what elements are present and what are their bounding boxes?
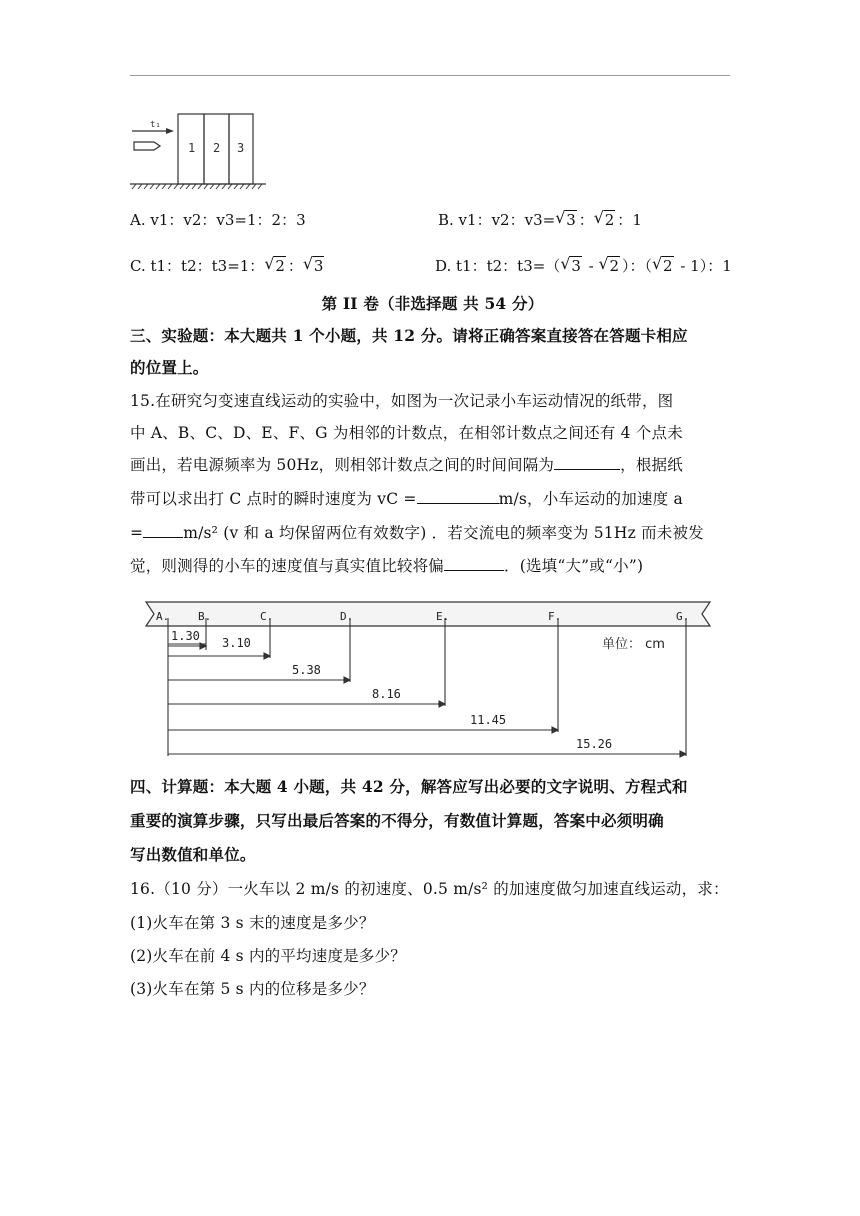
tape-strip — [146, 602, 710, 626]
q15-line3 — [130, 450, 735, 480]
q15-line6 — [130, 551, 735, 581]
q15-line5-a: = — [130, 524, 144, 542]
q15-line6-a: 觉，则测得的小车的速度值与真实值比较将偏 — [130, 557, 445, 575]
option-d-r1: 3 — [571, 257, 581, 275]
sqrt-3-d: √ 3 — [560, 254, 581, 275]
section3-line2: 的位置上。 — [130, 358, 209, 377]
sqrt-2-d2: √ 2 — [652, 254, 673, 275]
option-d-prefix: D. t1：t2：t3=（ — [435, 257, 561, 275]
option-c-r1: 2 — [275, 257, 285, 275]
answer-blank-accel[interactable] — [143, 521, 183, 538]
tape-point-d: D. — [340, 610, 354, 623]
option-d-mid2: ）：（ — [622, 257, 653, 275]
tape-distance-ab: 1.30 — [171, 629, 200, 643]
arrow-label: t₁ — [150, 120, 161, 130]
paper-tape-figure — [140, 598, 720, 760]
tape-distance-ad: 5.38 — [292, 663, 321, 677]
section3-line1: 三、实验题：本大题共 1 个小题，共 12 分。请将正确答案直接答在答题卡相应 — [130, 326, 688, 345]
option-b-prefix: B. v1：v2：v3= — [438, 211, 556, 229]
answer-blank-vc[interactable] — [417, 487, 499, 504]
q16-line1: 16.（10 分）一火车以 2 m/s 的初速度、0.5 m/s² 的加速度做匀加速直线运动，求： — [130, 880, 729, 898]
answer-blank-bias[interactable] — [444, 554, 504, 571]
q15-line5 — [130, 518, 735, 548]
block-label-2: 2 — [213, 141, 221, 155]
q16-part2: (2)火车在前 4 s 内的平均速度是多少？ — [130, 947, 406, 965]
bullet-icon — [134, 142, 160, 150]
option-d-mid1: - — [583, 257, 599, 275]
tape-distance-af: 11.45 — [470, 713, 507, 727]
tape-distance-ag: 15.26 — [576, 737, 613, 751]
option-c: C. t1：t2：t3=1： √ 2 ： √ 3 — [130, 254, 324, 275]
tape-distance-ac: 3.10 — [222, 636, 251, 650]
option-b-suffix: 1 — [632, 211, 642, 229]
tape-point-c: C. — [260, 610, 274, 623]
header-rule — [130, 75, 730, 76]
q15-line2: 中 A、B、C、D、E、F、G 为相邻的计数点，在相邻计数点之间还有 4 个点未 — [130, 424, 683, 442]
section4-line3: 写出数值和单位。 — [130, 845, 256, 864]
sqrt-3-b: √ 3 — [555, 208, 576, 229]
q15-line5-b: m/s² (v 和 a 均保留两位有效数字) ．若交流电的频率变为 51Hz 而未被发 — [183, 524, 704, 542]
sqrt-2-d1: √ 2 — [598, 254, 620, 275]
option-d-suffix: - 1）：1 — [675, 257, 732, 275]
section4-line2: 重要的演算步骤，只写出最后答案的不得分，有数值计算题，答案中必须明确 — [130, 811, 664, 830]
option-d-r3: 2 — [663, 257, 673, 275]
option-c-r2: 3 — [313, 257, 324, 275]
section4-line1: 四、计算题：本大题 4 小题，共 42 分，解答应写出必要的文字说明、方程式和 — [130, 777, 688, 796]
tape-point-a: A. — [156, 610, 170, 623]
option-a: A. v1：v2：v3=1：2：3 — [130, 211, 306, 229]
tape-distance-ae: 8.16 — [372, 687, 401, 701]
bullet-blocks-figure — [128, 110, 268, 190]
q15-line4-a: 带可以求出打 C 点时的瞬时速度为 vC = — [130, 490, 417, 508]
option-c-prefix: C. t1：t2：t3=1： — [130, 257, 265, 275]
section2-title: 第 II 卷（非选择题 共 54 分） — [321, 294, 544, 313]
sqrt-3-c: √ 3 — [302, 254, 324, 275]
q15-line1: 15.在研究匀变速直线运动的实验中，如图为一次记录小车运动情况的纸带，图 — [130, 392, 674, 410]
q15-line3-b: ，根据纸 — [620, 456, 683, 474]
sqrt-2-c: √ 2 — [264, 254, 285, 275]
sqrt-2-b: √ 2 — [593, 208, 615, 229]
block-label-3: 3 — [237, 141, 245, 155]
q16-part1: (1)火车在第 3 s 末的速度是多少？ — [130, 914, 375, 932]
answer-blank-interval[interactable] — [554, 453, 620, 470]
tape-point-e: E. — [436, 610, 450, 623]
q16-part3: (3)火车在第 5 s 内的位移是多少？ — [130, 980, 375, 998]
tape-point-b: B. — [198, 610, 212, 623]
option-d — [435, 256, 732, 276]
q15-line6-b: ．(选填“大”或“小”) — [504, 557, 644, 575]
q15-line4-b: m/s，小车运动的加速度 a — [498, 490, 683, 508]
tape-unit: 单位： cm — [602, 637, 665, 652]
block-label-1: 1 — [188, 141, 196, 155]
option-b-r1: 3 — [566, 211, 576, 229]
option-d-r2: 2 — [609, 257, 620, 275]
option-b: B. v1：v2：v3= √ 3 ： √ 2 ：1 — [438, 208, 642, 229]
option-b-r2: 2 — [604, 211, 615, 229]
tape-point-g: G. — [676, 610, 690, 623]
tape-point-f: F. — [548, 610, 562, 623]
q15-line4 — [130, 484, 735, 514]
q15-line3-a: 画出，若电源频率为 50Hz，则相邻计数点之间的时间间隔为 — [130, 456, 555, 474]
